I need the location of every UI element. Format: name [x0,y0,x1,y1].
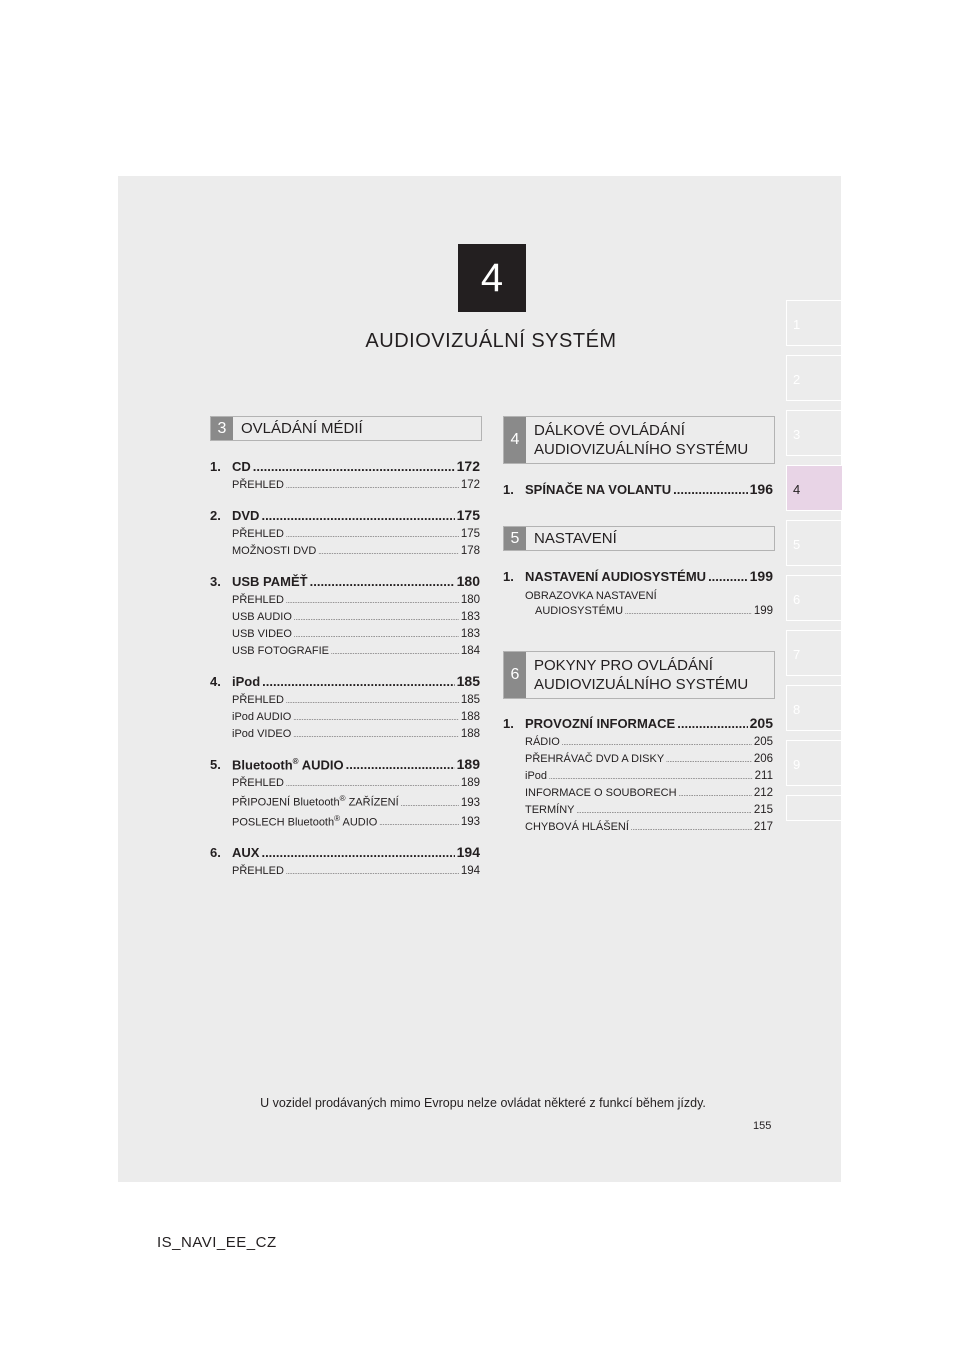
section-number: 6 [504,652,526,698]
toc-sub-entry[interactable]: USB AUDIO ..... 183 [210,611,480,623]
tab-6[interactable]: 6 [786,575,842,621]
section-title: OVLÁDÁNÍ MÉDIÍ [241,420,363,437]
toc-sub-entry[interactable]: PŘIPOJENÍ Bluetooth® ZAŘÍZENÍ ..... 193 [210,794,480,809]
toc-sub-entry[interactable]: OBRAZOVKA NASTAVENÍ AUDIOSYSTÉMU ..... 199 [503,589,773,621]
toc-sub-entry[interactable]: USB FOTOGRAFIE ..... 184 [210,645,480,657]
toc-section-5 [503,568,773,626]
toc-sub-entry[interactable]: PŘEHLED ..... 194 [210,865,480,877]
tab-4[interactable]: 4 [786,465,842,511]
toc-section-4 [503,481,773,502]
toc-sub-entry[interactable]: PŘEHLED ..... 180 [210,594,480,606]
toc-sub-entry[interactable]: POSLECH Bluetooth® AUDIO ..... 193 [210,814,480,829]
toc-sub-entry[interactable]: PŘEHLED ..... 172 [210,479,480,491]
section-number: 4 [504,417,526,463]
section-title: NASTAVENÍ [534,530,617,547]
toc-sub-entry[interactable]: iPod ..... 211 [503,770,773,782]
toc-entry-dvd[interactable]: 2. DVD ..... 175 [210,507,480,523]
toc-section-3 [210,458,480,882]
toc-sub-entry[interactable]: PŘEHLED ..... 175 [210,528,480,540]
section-4-header [503,416,775,464]
section-number: 5 [504,527,526,550]
toc-entry-aux[interactable]: 6. AUX ..... 194 [210,844,480,860]
section-title: DÁLKOVÉ OVLÁDÁNÍ AUDIOVIZUÁLNÍHO SYSTÉMU [534,422,749,458]
section-title: POKYNY PRO OVLÁDÁNÍ AUDIOVIZUÁLNÍHO SYSTÉMU [534,657,749,693]
toc-sub-entry[interactable]: PŘEHLED ..... 189 [210,777,480,789]
tab-9[interactable]: 9 [786,740,842,786]
tab-3[interactable]: 3 [786,410,842,456]
toc-entry-audio-settings[interactable]: 1. NASTAVENÍ AUDIOSYSTÉMU ..... 199 [503,568,773,584]
tab-7[interactable]: 7 [786,630,842,676]
section-3-header [210,416,482,441]
document-id: IS_NAVI_EE_CZ [157,1234,277,1251]
toc-sub-entry[interactable]: PŘEHRÁVAČ DVD A DISKY ..... 206 [503,753,773,765]
page-number: 155 [753,1120,772,1132]
toc-entry-operating-info[interactable]: 1. PROVOZNÍ INFORMACE ..... 205 [503,715,773,731]
chapter-tabs [786,300,842,830]
toc-sub-entry[interactable]: TERMÍNY ..... 215 [503,804,773,816]
toc-entry-usb[interactable]: 3. USB PAMĚŤ ..... 180 [210,573,480,589]
toc-sub-entry[interactable]: RÁDIO ..... 205 [503,736,773,748]
toc-sub-entry[interactable]: iPod AUDIO ..... 188 [210,711,480,723]
toc-entry-cd[interactable]: 1. CD ..... 172 [210,458,480,474]
section-6-header [503,651,775,699]
section-5-header [503,526,775,551]
footnote: U vozidel prodávaných mimo Evropu nelze ovládat některé z funkcí během jízdy. [260,1096,706,1110]
chapter-number-box: 4 [458,244,526,312]
tab-5[interactable]: 5 [786,520,842,566]
tab-1[interactable]: 1 [786,300,842,346]
section-number: 3 [211,417,233,440]
toc-sub-entry[interactable]: INFORMACE O SOUBORECH ..... 212 [503,787,773,799]
tab-2[interactable]: 2 [786,355,842,401]
toc-entry-bluetooth-audio[interactable]: 5. Bluetooth® AUDIO ..... 189 [210,756,480,772]
toc-sub-entry[interactable]: USB VIDEO ..... 183 [210,628,480,640]
toc-sub-entry[interactable]: PŘEHLED ..... 185 [210,694,480,706]
toc-entry-steering-switches[interactable]: 1. SPÍNAČE NA VOLANTU ..... 196 [503,481,773,497]
toc-section-6 [503,715,773,838]
chapter-title: AUDIOVIZUÁLNÍ SYSTÉM [365,330,617,352]
toc-sub-entry[interactable]: MOŽNOSTI DVD ..... 178 [210,545,480,557]
toc-sub-entry[interactable]: iPod VIDEO ..... 188 [210,728,480,740]
tab-blank [786,795,842,821]
toc-entry-ipod[interactable]: 4. iPod ..... 185 [210,673,480,689]
tab-8[interactable]: 8 [786,685,842,731]
toc-sub-entry[interactable]: CHYBOVÁ HLÁŠENÍ ..... 217 [503,821,773,833]
